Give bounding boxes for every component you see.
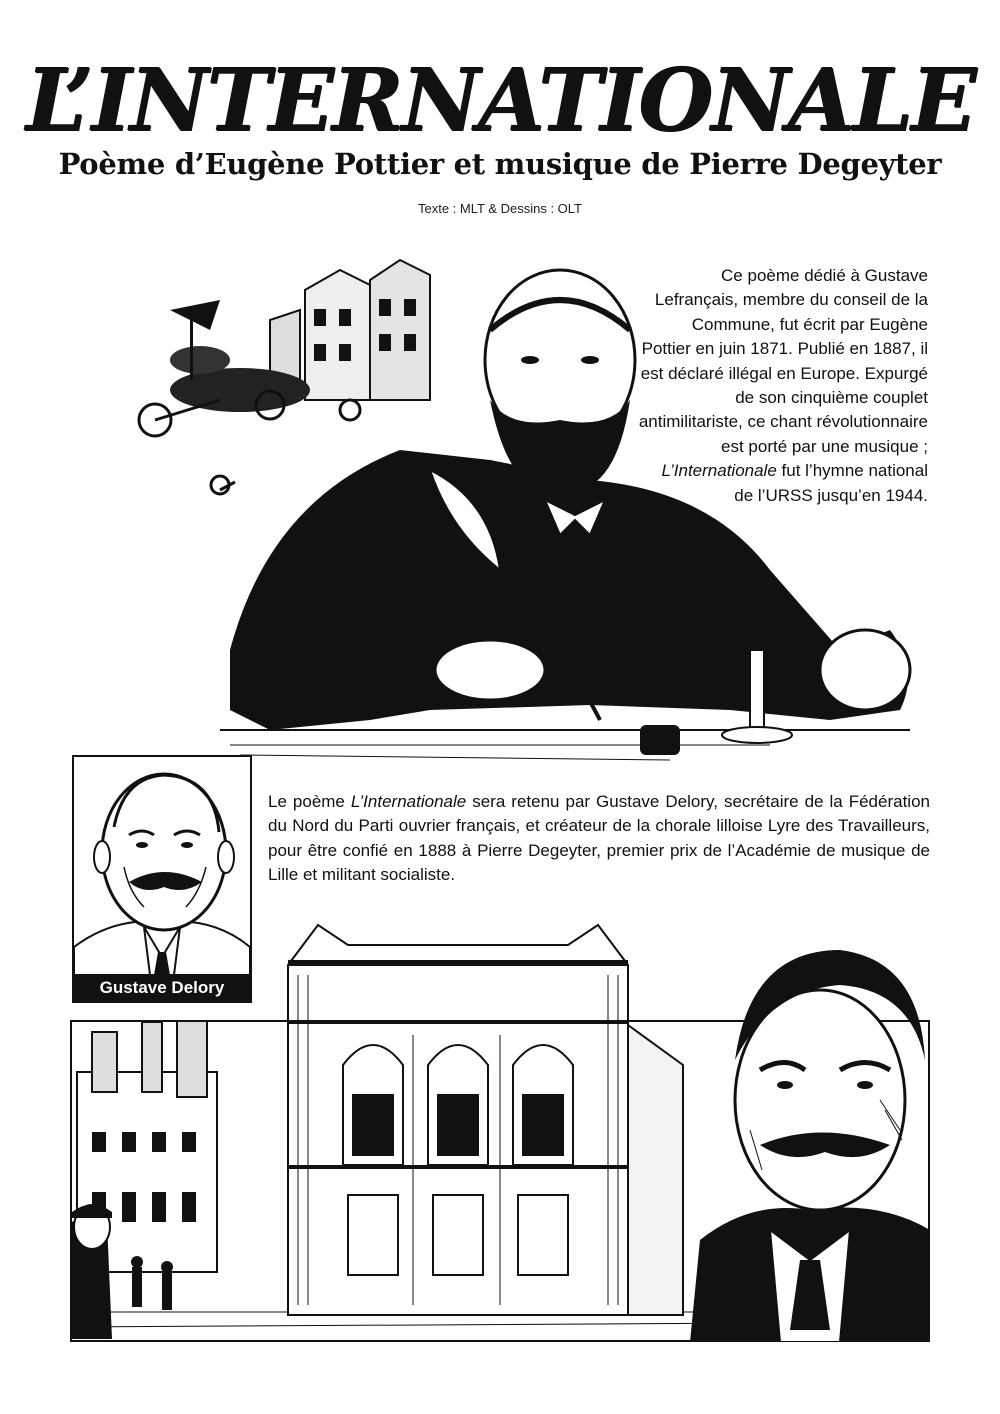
intro-paragraph [638,264,928,508]
credits-line: Texte : MLT & Dessins : OLT [418,201,582,216]
delory-paragraph [268,790,930,888]
gustave-delory-portrait [72,755,252,1003]
page-title: L’INTERNATIONALE [25,50,975,151]
delory-face-illustration [74,757,250,975]
page-subtitle: Poème d’Eugène Pottier et musique de Pierre Degeyter [58,147,942,181]
pierre-degeyter-illustration [690,930,930,1342]
intro-text-part1: Ce poème dédié à Gustave Lefrançais, membre du conseil de la Commune, fut écrit par Eugène Pottier en juin 1871. Publié en 1887, il est déclaré illégal en Europe. Expurgé de son cinquième couplet antimilitariste, ce chant révolutionnaire est porté par une musique ; [638,266,928,456]
delory-text-italic-title: L’Internationale [350,792,467,811]
worker-figure [72,1205,112,1340]
intro-text-italic-title: L’Internationale [661,461,777,481]
desk [220,730,910,760]
lille-opera-building [268,905,688,1342]
portrait-caption: Gustave Delory [74,975,250,1001]
delory-text-part1: Le poème [268,792,351,811]
intro-text-part2: fut l’hymne national de l’URSS jusqu’en 1944. [734,461,928,505]
delory-text-part2: sera retenu par Gustave Delory, secrétaire de la Fédération du Nord du Parti ouvrier français, et créateur de la chorale lilloise Lyre des Travailleurs, pour être confié en 1888 à Pierre Degeyter, premier prix de l’Académie de musique de Lille et militant socialiste. [268,792,930,885]
